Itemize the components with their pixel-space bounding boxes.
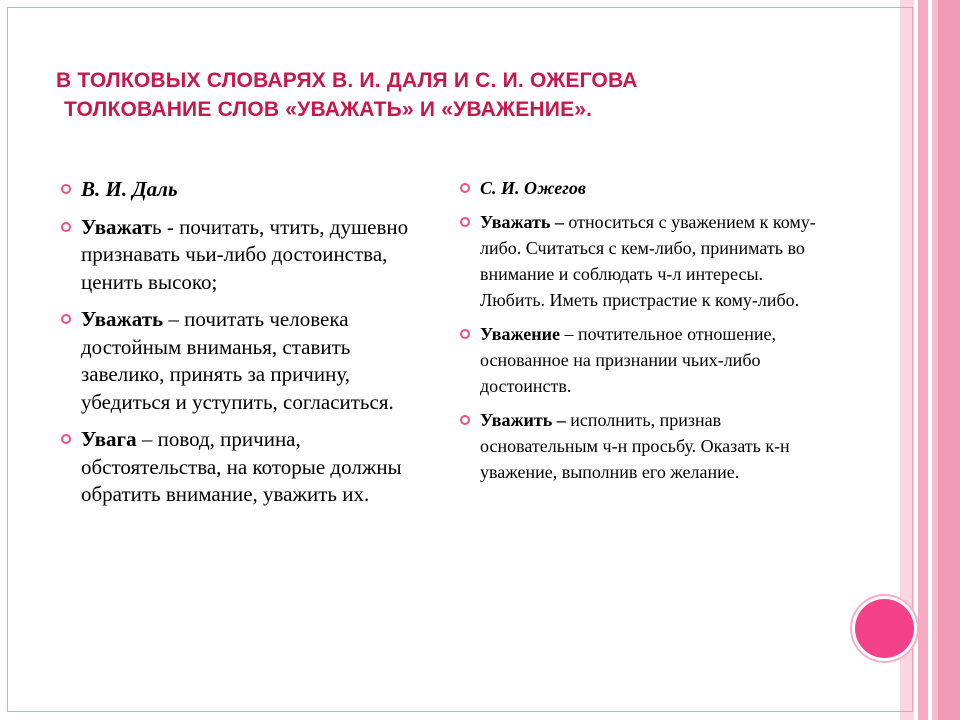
bullet-ring-icon	[61, 314, 71, 324]
slide-title	[56, 66, 856, 124]
definition-term: Уважение	[480, 324, 560, 344]
bullet-ring-icon	[460, 415, 470, 425]
definition-term: Уважать	[81, 307, 164, 331]
dal-column	[59, 176, 429, 519]
definition-text: – почтительное отношение, основанное на признании чьих-либо достоинств.	[480, 324, 776, 396]
definition-term: Увага	[81, 427, 137, 451]
definition-text: – почитать человека достойным вниманья, ставить завелико, принять за причину, убедиться и уступить, согласиться.	[81, 307, 394, 414]
ozhegov-column	[458, 175, 828, 493]
stripe	[918, 0, 928, 720]
definition-term: Уважить –	[480, 410, 566, 430]
list-item	[59, 306, 429, 416]
title-line-2: ТОЛКОВАНИЕ СЛОВ «УВАЖАТЬ» И «УВАЖЕНИЕ».	[64, 98, 593, 121]
column-heading: В. И. Даль	[81, 177, 178, 201]
decorative-circle	[855, 599, 914, 658]
definition-text: – повод, причина, обстоятельства, на которые должны обратить внимание, уважить их.	[81, 427, 402, 506]
definition-text: исполнить, признав основательным ч-н просьбу. Оказать к-н уважение, выполнив его желание.	[480, 410, 790, 482]
bullet-ring-icon	[61, 434, 71, 444]
list-item	[458, 321, 828, 399]
bullet-ring-icon	[61, 184, 71, 194]
list-item	[458, 209, 828, 313]
definition-term: Уважать –	[480, 212, 564, 232]
list-item	[59, 426, 429, 509]
bullet-ring-icon	[460, 217, 470, 227]
bullet-ring-icon	[460, 183, 470, 193]
definition-text: относиться с уважением к кому-либо. Считаться с кем-либо, принимать во внимание и соблюдать ч-л интересы. Любить. Иметь пристрастие к кому-либо.	[480, 212, 816, 310]
bullet-ring-icon	[61, 222, 71, 232]
stripe	[938, 0, 960, 720]
bullet-ring-icon	[460, 329, 470, 339]
definition-text: ь - почитать, чтить, душевно признавать чьи-либо достоинства, ценить высоко;	[81, 214, 409, 294]
list-item	[458, 175, 828, 201]
list-item	[458, 407, 828, 485]
title-line-1: В ТОЛКОВЫХ СЛОВАРЯХ В. И. ДАЛЯ И С. И. ОЖЕГОВА	[56, 69, 638, 92]
definition-term: Уважат	[81, 214, 153, 239]
list-item	[59, 176, 429, 204]
column-heading: С. И. Ожегов	[480, 178, 586, 198]
list-item	[59, 214, 429, 297]
